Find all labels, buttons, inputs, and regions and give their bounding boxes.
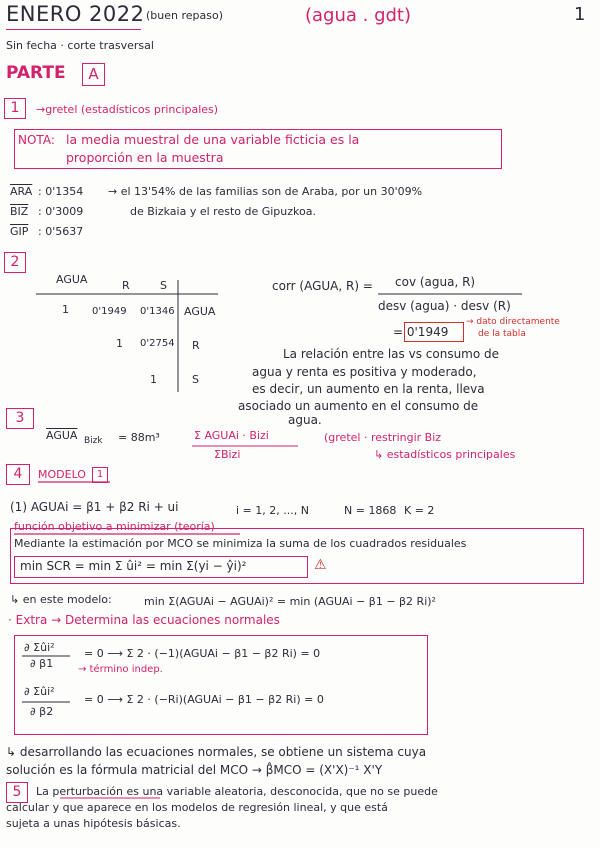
model-n: N = 1868 [344, 504, 397, 517]
table-header-agua: AGUA [56, 273, 88, 286]
table-cell: 1 [116, 337, 123, 350]
biz-value: : 0'3009 [38, 205, 84, 218]
q5-line2: calcular y que aparece en los modelos de regresión lineal, y que está [6, 801, 388, 814]
q2-explain5: agua. [288, 413, 322, 427]
nota-label: NOTA: [18, 133, 55, 147]
page-number: 1 [574, 4, 586, 25]
d1-den: ∂ β1 [30, 657, 54, 670]
parte-label: PARTE [6, 63, 66, 83]
corr-result: = 0'1949 [393, 325, 449, 339]
table-cell: 1 [62, 303, 69, 316]
table-cell: 1 [150, 373, 157, 386]
q3-number: 3 [6, 408, 34, 429]
q5-line3: sujeta a unas hipótesis básicas. [6, 817, 181, 830]
ara-note: → el 13'54% de las familias son de Araba, por un 30'09% [108, 185, 423, 198]
conclusion-line2: solución es la fórmula matricial del MCO → β̂MCO = (X'X)⁻¹ X'Y [6, 763, 383, 777]
biz-label: $\overline{BIZ}$ [10, 205, 29, 218]
model-k: K = 2 [404, 504, 435, 517]
q2-explain4: asociado un aumento en el consumo de [238, 399, 479, 413]
page-title: ENERO 2022 [6, 2, 145, 26]
corr-lhs: corr (AGUA, R) = [272, 279, 373, 293]
d1-rhs: = 0 ⟶ Σ 2 · (−1)(AGUAi − β1 − β2 Ri) = 0 [84, 647, 321, 660]
d2-rhs: = 0 ⟶ Σ 2 · (−Ri)(AGUAi − β1 − β2 Ri) = 0 [84, 693, 324, 706]
q3-lhs: AGUA [46, 429, 78, 442]
ara-label: $\overline{ARA}$ [10, 185, 33, 198]
table-cell: 0'2754 [140, 338, 175, 349]
este-eq: min Σ(AGUAi − AGUAi)² = min (AGUAi − β1 − β2 Ri)² [144, 595, 436, 608]
conclusion-line1: ↳ desarrollando las ecuaciones normales, se obtiene un sistema cuya [6, 745, 427, 759]
funcion-objetivo: función objetivo a minimizar (teoría) [14, 520, 215, 533]
q1-number: 1 [4, 98, 26, 119]
d1-note: → término indep. [78, 664, 163, 675]
q3-frac-num: Σ AGUAi · Bizi [194, 429, 269, 442]
table-cell: 0'1346 [140, 306, 175, 317]
q5-line1: La perturbación es una variable aleatoria, desconocida, que no se puede [36, 785, 438, 798]
table-cell: AGUA [184, 305, 216, 318]
gip-value: : 0'5637 [38, 225, 84, 238]
corr-numerator: cov (agua, R) [395, 275, 476, 289]
este-modelo: ↳ en este modelo: [10, 593, 112, 606]
mco-text: Mediante la estimación por MCO se minimiza la suma de los cuadrados residuales [14, 537, 467, 550]
q2-number: 2 [4, 252, 26, 273]
q3-note1: (gretel · restringir Biz [324, 431, 442, 444]
q5-number: 5 [6, 782, 28, 803]
corr-note2: de la tabla [478, 329, 526, 339]
nota-line2: proporción en la muestra [66, 150, 224, 165]
q4-model-number: 1 [92, 467, 108, 483]
table-cell: 0'1949 [92, 306, 127, 317]
file-name: (agua . gdt) [305, 5, 412, 26]
corr-note1: → dato directamente [466, 317, 560, 327]
q3-lhs-sub: Bizk [84, 436, 103, 446]
q4-title: MODELO [38, 468, 86, 481]
q1-instruction: →gretel (estadísticos principales) [36, 103, 219, 116]
q2-explain1: La relación entre las vs consumo de [283, 347, 500, 361]
table-cell: R [192, 339, 200, 352]
d1-num: ∂ Σûi² [24, 641, 55, 654]
title-note: (buen repaso) [146, 9, 224, 22]
q4-number: 4 [6, 464, 30, 485]
nota-line1: la media muestral de una variable ficticia es la [66, 132, 360, 147]
parte-letter: A [82, 63, 105, 86]
table-header-s: S [160, 279, 167, 292]
table-header-r: R [122, 279, 130, 292]
biz-note: de Bizkaia y el resto de Gipuzkoa. [130, 205, 316, 218]
d2-den: ∂ β2 [30, 705, 54, 718]
corr-denominator: desv (agua) · desv (R) [378, 299, 511, 313]
gip-label: $\overline{GIP}$ [10, 225, 29, 238]
q3-note2: ↳ estadísticos principales [374, 448, 516, 461]
d2-num: ∂ Σûi² [24, 685, 55, 698]
header-subline: Sin fecha · corte trasversal [6, 39, 154, 52]
q3-frac-den: ΣBizi [214, 448, 241, 461]
warning-icon: ⚠ [314, 557, 327, 573]
q3-lhs-value: = 88m³ [118, 431, 160, 444]
table-cell: S [192, 373, 199, 386]
min-scr: min SCR = min Σ ûi² = min Σ(yi − ŷi)² [20, 559, 247, 573]
q2-explain2: agua y renta es positiva y moderado, [252, 365, 477, 379]
q2-explain3: es decir, un aumento en la renta, lleva [252, 382, 485, 396]
model-index: i = 1, 2, ..., N [236, 504, 309, 517]
extra-line: · Extra → Determina las ecuaciones normales [8, 613, 280, 627]
model-equation: (1) AGUAi = β1 + β2 Ri + ui [10, 500, 179, 514]
ara-value: : 0'1354 [38, 185, 84, 198]
